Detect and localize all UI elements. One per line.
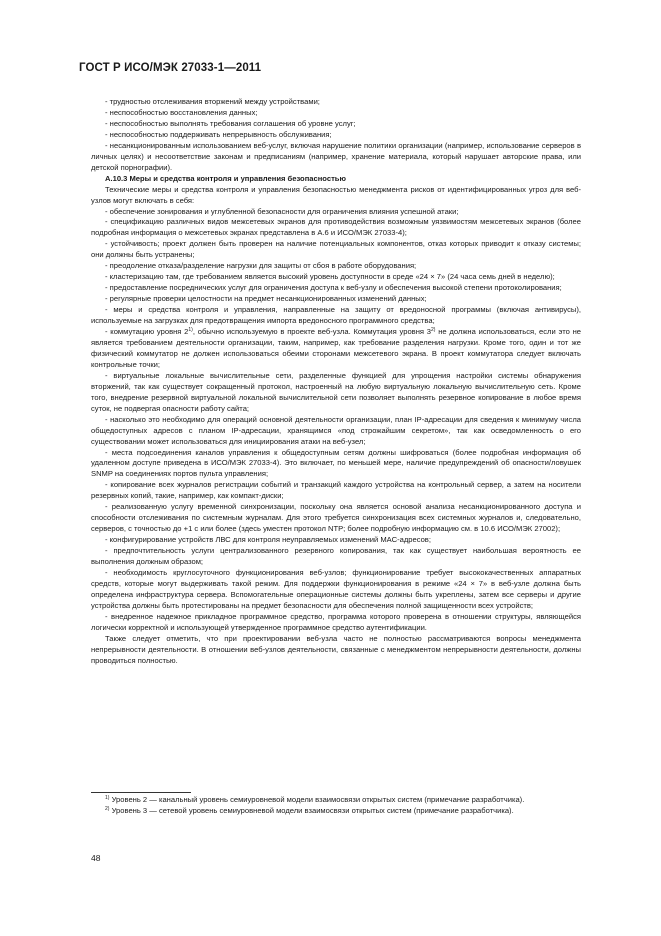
document-header: ГОСТ Р ИСО/МЭК 27033-1—2011	[79, 62, 262, 74]
text-segment: не должна использоваться, если это не является требованием деятельности организации, таким, например, как требование разделения нагрузки. Кроме того, один и тот же физический коммутатор не должен использоваться обеими сторонами межсетевого экрана. В проект коммутатора следует включать контрольные точки;	[91, 327, 581, 369]
document-body	[91, 97, 581, 667]
footnote	[91, 806, 581, 817]
bullet-item: - регулярные проверки целостности на предмет несанкционированных изменений данных;	[105, 294, 427, 304]
bullet-item: - копирование всех журналов регистрации событий и транзакций каждого устройства на контрольный сервер, а затем на носители резервных копий, такие, например, как компакт-диски;	[91, 480, 581, 501]
footnote-separator	[91, 792, 191, 793]
bullet-item: - обеспечение зонирования и углубленной безопасности для ограничения влияния успешной атаки;	[105, 206, 459, 216]
bullet-item: - предоставление посреднических услуг для ограничения доступа к веб-узлу и обеспечения высокой степени протоколирования;	[105, 283, 562, 293]
footnote-mark: 1)	[105, 795, 110, 801]
bullet-item: - насколько это необходимо для операций основной деятельности организации, план IP-адресации для сведения к минимуму числа общедоступных адресов с планом IP-адресации, хранящимся «под строжайшим секретом», так как осведомленность о его существовании может использоваться для инициирования атаки на веб-узел;	[91, 414, 581, 446]
bullet-item: - необходимость круглосуточного функционирования веб-узлов; функционирование требует высококачественных аппаратных средств, которые могут выдерживать такой режим. Для поддержки функционирования в режиме «24 × 7» в веб-узле должна быть определена инфраструктура сервера. Вспомогательные операционные системы должны быть укреплены, затем все серверы и другие устройства должны быть протестированы на предмет безопасности для обеспечения полной защищенности всех устройств;	[91, 567, 581, 610]
bullet-item: - конфигурирование устройств ЛВС для контроля неуправляемых изменений МАС-адресов;	[105, 535, 431, 545]
footnotes	[91, 795, 581, 817]
bullet-item: - места подсоединения каналов управления к общедоступным сетям должны шифроваться (более подробная информация об удаленном доступе приведена в ИСО/МЭК 27033-4). Это включает, по меньшей мере, наличие предупреждений об опасности/ловушек SNMP на соединениях портов пульта управления;	[91, 447, 581, 479]
text-segment: , обычно используемую в проекте веб-узла. Коммутация уровня 3	[192, 327, 431, 337]
footnote-mark: 2)	[105, 805, 110, 812]
bullet-item: - неспособностью восстановления данных;	[105, 107, 258, 117]
bullet-item: - устойчивость; проект должен быть проверен на наличие потенциальных компонентов, отказ которых приводит к отказу системы; они должны быть устранены;	[91, 239, 581, 260]
body-paragraph: Технические меры и средства контроля и управления безопасностью менеджмента рисков от идентифицированных угроз для веб-узлов могут включать в себя:	[91, 184, 581, 205]
page-number: 48	[91, 853, 101, 863]
bullet-item: - кластеризацию там, где требованием является высокий уровень доступности в среде «24 × 7» (24 часа семь дней в неделю);	[105, 272, 555, 282]
body-paragraph: Также следует отметить, что при проектировании веб-узла часто не полностью рассматриваются вопросы менеджмента непрерывности деятельности. В отношении веб-узлов деятельности, связанные с менеджментом непрерывности деятельности, должны проводиться полностью.	[91, 633, 581, 665]
bullet-item: - трудностью отслеживания вторжений между устройствами;	[105, 97, 320, 106]
bullet-item: - реализованную услугу временной синхронизации, поскольку она является основой анализа несанкционированного доступа и способности отслеживания по системным журналам. Для этого требуется синхронизация всех системных журналов и, следовательно, серверов, с точностью до +1 с или более (здесь уместен протокол NTP; более подробную информацию см. в 10.6 ИСО/МЭК 27002);	[91, 502, 581, 534]
bullet-item: - предпочтительность услуги централизованного резервного копирования, так как существует наибольшая вероятность ее выполнения должным образом;	[91, 546, 581, 567]
text-segment: - коммутацию уровня 2	[105, 327, 189, 337]
bullet-item-with-footnotes	[91, 327, 581, 371]
bullet-item: - меры и средства контроля и управления, направленные на защиту от вредоносной программы (включая антивирусы), используемые на загрузках для предотвращения импорта вредоносного программного средства;	[91, 305, 581, 326]
footnote-text: Уровень 3 — сетевой уровень семиуровневой модели взаимосвязи открытых систем (примечание разработчика).	[109, 805, 514, 815]
footnote-ref: 2)	[431, 327, 436, 334]
bullet-item: - несанкционированным использованием веб-услуг, включая нарушение политики организации (например, использование серверов в личных целях) и несоответствие законам и предписаниям (например, хранение материала, который нарушает авторские права, или детской порнографии).	[91, 140, 581, 172]
footnote	[91, 795, 581, 806]
bullet-item: - преодоление отказа/разделение нагрузки для защиты от сбоя в работе оборудования;	[105, 261, 417, 271]
section-heading: А.10.3 Меры и средства контроля и управления безопасностью	[105, 173, 346, 183]
footnote-ref: 1)	[188, 327, 193, 334]
bullet-item: - внедренное надежное прикладное программное средство, программа которого проверена в отношении структуры, являющейся логически корректной и использующей утвержденное программное средство аутентификации.	[91, 611, 581, 632]
bullet-item: - виртуальные локальные вычислительные сети, разделенные функцией для упрощения настройки системы обнаружения вторжений, так как существует сокращенный протокол, настроенный на любую виртуальную локальную вычислительную сеть. Кроме того, внедрение резервной виртуальной локальной вычислительной сети позволяет выполнять резервное копирование в любое время суток, не подвергая опасности работу сайта;	[91, 370, 581, 413]
bullet-item: - неспособностью поддерживать непрерывность обслуживания;	[105, 129, 332, 139]
bullet-item: - спецификацию различных видов межсетевых экранов для противодействия возможным уязвимостям межсетевых экранов (более подробная информация о межсетевых экранах представлена в А.6 и ИСО/МЭК 27033-4);	[91, 217, 581, 238]
bullet-item: - неспособностью выполнять требования соглашения об уровне услуг;	[105, 118, 356, 128]
footnote-text: Уровень 2 — канальный уровень семиуровневой модели взаимосвязи открытых систем (примечание разработчика).	[109, 795, 525, 804]
